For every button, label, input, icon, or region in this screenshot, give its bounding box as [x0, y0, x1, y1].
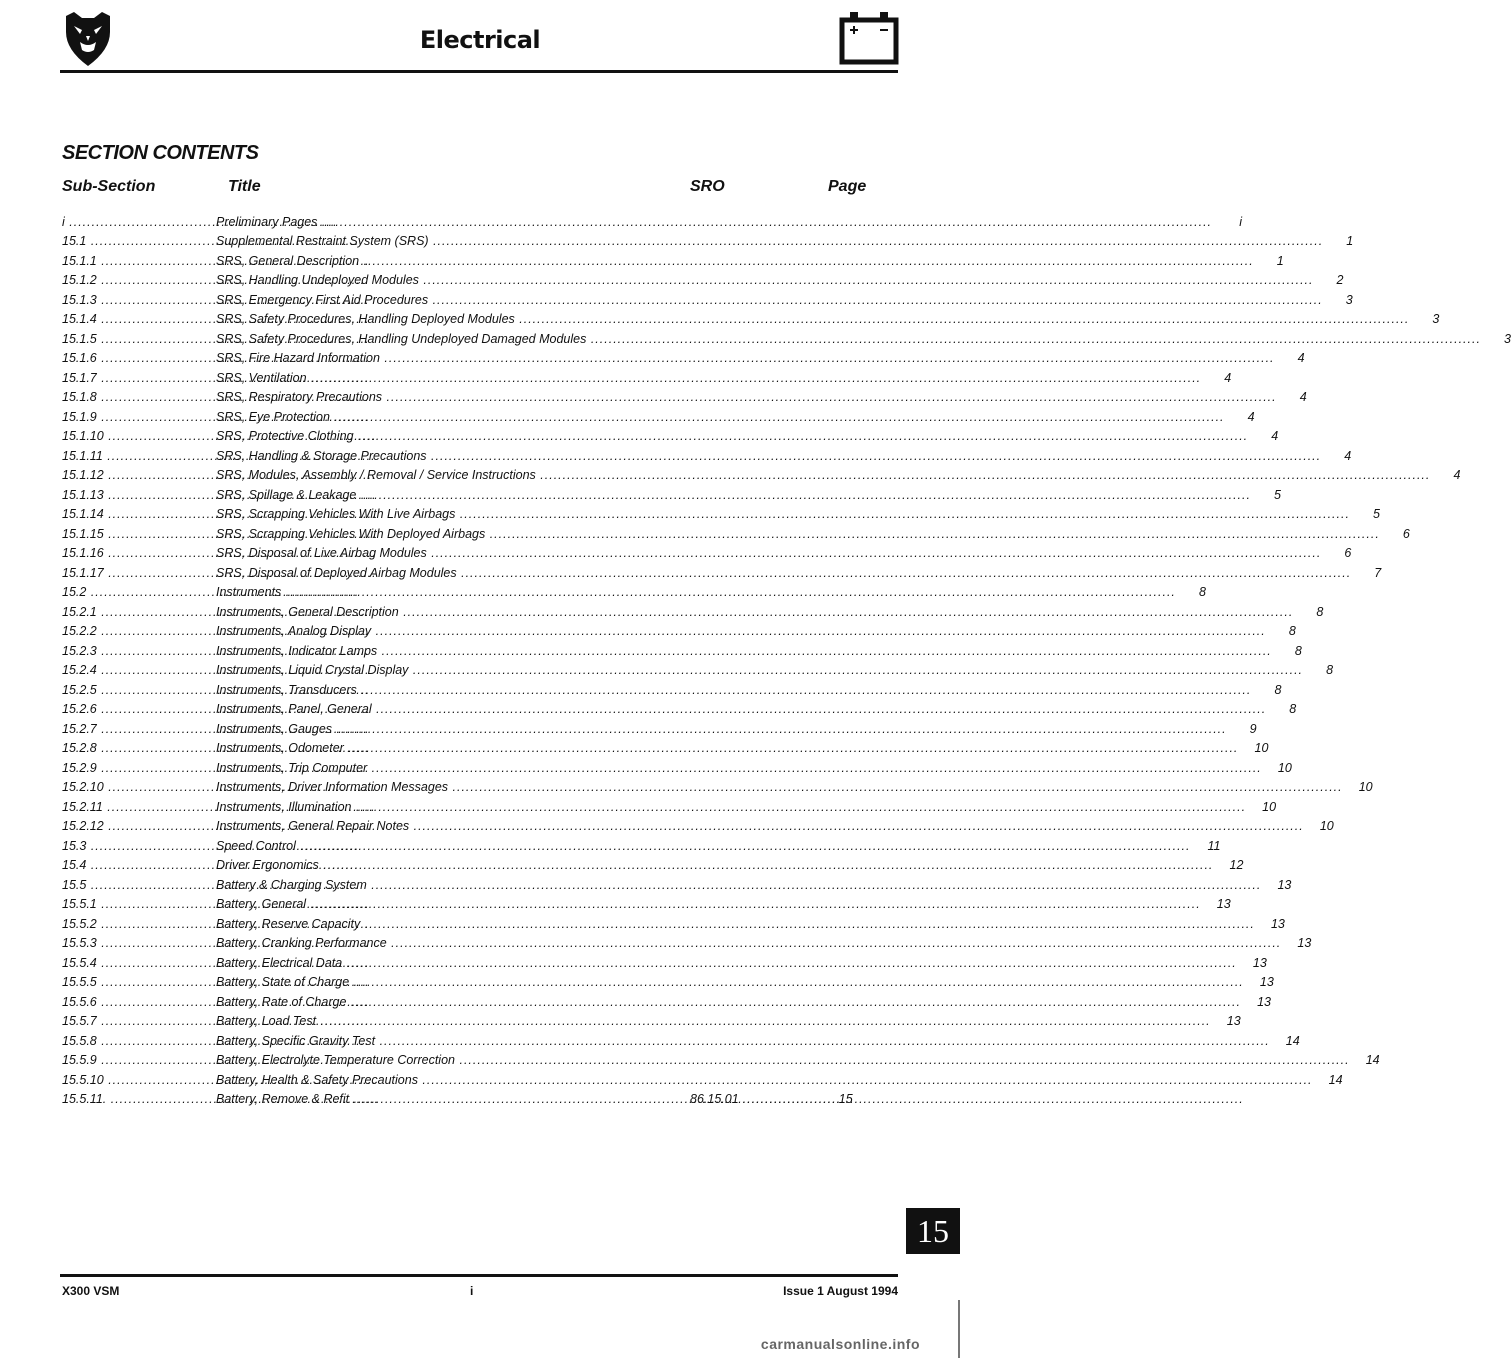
toc-sro: 86.15.01: [690, 1092, 739, 1107]
toc-page: 15: [838, 1092, 853, 1107]
toc-page: 4: [1297, 351, 1305, 366]
toc-title: Instruments, Illumination .....: [212, 800, 1246, 814]
toc-row: [62, 934, 1312, 954]
toc-page: 10: [1262, 799, 1277, 814]
toc-subsection: 15.1.9 .....: [62, 410, 212, 424]
toc-title: Instruments, General Description .....: [212, 605, 1293, 619]
toc-title: SRS, General Description .....: [212, 254, 1254, 268]
toc-title: SRS, Ventilation .....: [212, 371, 1201, 385]
toc-title: SRS, Emergency First Aid Procedures .....: [212, 293, 1323, 307]
toc-subsection: 15.2.2 .....: [62, 624, 212, 638]
toc-subsection: 15.5.8 .....: [62, 1034, 212, 1048]
toc-subsection: 15.2.6 .....: [62, 702, 212, 716]
toc-subsection: 15.5.6 .....: [62, 995, 212, 1009]
toc-row: [62, 836, 1221, 856]
toc-title: SRS, Disposal of Deployed Airbag Modules .....: [212, 566, 1351, 580]
toc-subsection: 15.5.4 .....: [62, 956, 212, 970]
toc-page: 4: [1299, 390, 1307, 405]
toc-subsection: 15.1.3 .....: [62, 293, 212, 307]
toc-title: Supplemental Restraint System (SRS) .....: [212, 234, 1323, 248]
toc-title: SRS, Scrapping Vehicles With Live Airbags .....: [212, 507, 1350, 521]
toc-subsection: 15.5.3 .....: [62, 936, 212, 950]
toc-row: [62, 992, 1271, 1012]
toc-subsection: 15.2.5 .....: [62, 683, 212, 697]
toc-row: [62, 1090, 862, 1110]
toc-row: [62, 485, 1281, 505]
toc-subsection: 15.1.1 .....: [62, 254, 212, 268]
toc-subsection: 15.4 .....: [62, 858, 212, 872]
toc-title: SRS, Safety Procedures, Handling Undeployed Damaged Modules .....: [212, 332, 1481, 346]
page-title: Electrical: [419, 26, 541, 54]
toc-title: SRS, Handling Undeployed Modules .....: [212, 273, 1314, 287]
toc-row: [62, 680, 1282, 700]
toc-subsection: 15.2.3 .....: [62, 644, 212, 658]
toc-row: [62, 758, 1292, 778]
toc-subsection: 15.2.10 .....: [62, 780, 212, 794]
toc-row: [62, 875, 1292, 895]
toc-row: [62, 329, 1511, 349]
toc-page: 3: [1504, 331, 1511, 346]
toc-page: 10: [1358, 780, 1373, 795]
toc-subsection: 15.5.5 .....: [62, 975, 212, 989]
toc-title: SRS, Disposal of Live Airbag Modules .....: [212, 546, 1321, 560]
toc-page: 2: [1336, 273, 1344, 288]
toc-page: 13: [1226, 1014, 1241, 1029]
toc-subsection: 15.1.16 .....: [62, 546, 212, 560]
footer-divider: [60, 1274, 898, 1277]
toc-subsection: 15.1.4 .....: [62, 312, 212, 326]
toc-subsection: 15.1.12 .....: [62, 468, 212, 482]
toc-title: Instruments, Analog Display .....: [212, 624, 1266, 638]
toc-subsection: 15.5.1 .....: [62, 897, 212, 911]
toc-title: SRS, Modules, Assembly / Removal / Service Instructions .....: [212, 468, 1430, 482]
column-header-subsection: Sub-Section: [62, 178, 156, 195]
toc-title: Instruments, Transducers .....: [212, 683, 1251, 697]
toc-title: Driver Ergonomics .....: [212, 858, 1213, 872]
toc-title: SRS, Spillage & Leakage .....: [212, 488, 1251, 502]
toc-title: Battery, Electrolyte Temperature Correction .....: [212, 1053, 1350, 1067]
toc-title: Instruments, Driver Information Messages .....: [212, 780, 1343, 794]
toc-title: Instruments, Odometer .....: [212, 741, 1238, 755]
toc-subsection: 15.2 .....: [62, 585, 212, 599]
toc-title: Instruments, Gauges .....: [212, 722, 1227, 736]
toc-subsection: 15.5.7 .....: [62, 1014, 212, 1028]
toc-row: [62, 895, 1231, 915]
column-header-title: Title: [228, 178, 261, 195]
toc-subsection: 15.1.6 .....: [62, 351, 212, 365]
toc-page: 8: [1316, 604, 1324, 619]
toc-subsection: 15.2.9 .....: [62, 761, 212, 775]
toc-page: 14: [1365, 1053, 1380, 1068]
table-of-contents: [62, 212, 1511, 1109]
toc-subsection: 15.2.4 .....: [62, 663, 212, 677]
toc-title: Battery, Reserve Capacity .....: [212, 917, 1255, 931]
toc-row: [62, 427, 1279, 447]
toc-title: Battery, Cranking Performance .....: [212, 936, 1281, 950]
toc-row: [62, 524, 1410, 544]
toc-page: 4: [1247, 409, 1255, 424]
toc-page: 8: [1274, 682, 1282, 697]
toc-page: 5: [1373, 507, 1380, 522]
toc-page: 13: [1297, 936, 1312, 951]
toc-page: 8: [1326, 663, 1334, 678]
toc-page: 4: [1344, 448, 1352, 463]
toc-row: [62, 739, 1269, 759]
toc-page: 14: [1328, 1072, 1343, 1087]
toc-row: [62, 661, 1334, 681]
toc-title: Instruments, Trip Computer .....: [212, 761, 1262, 775]
toc-subsection: 15.2.11 .....: [62, 800, 212, 814]
toc-page: 8: [1198, 585, 1206, 600]
toc-subsection: 15.2.7 .....: [62, 722, 212, 736]
toc-title: Instruments .....: [212, 585, 1176, 599]
toc-title: Instruments, General Repair Notes .....: [212, 819, 1304, 833]
toc-title: SRS, Scrapping Vehicles With Deployed Airbags .....: [212, 527, 1380, 541]
toc-page: 4: [1224, 370, 1232, 385]
toc-title: Instruments, Indicator Lamps .....: [212, 644, 1272, 658]
toc-subsection: 15.1.2 .....: [62, 273, 212, 287]
toc-row: [62, 817, 1334, 837]
toc-page: 10: [1319, 819, 1334, 834]
toc-row: [62, 407, 1255, 427]
toc-subsection: 15.1.13 .....: [62, 488, 212, 502]
toc-subsection: 15.1.17 .....: [62, 566, 212, 580]
toc-row: [62, 388, 1307, 408]
toc-subsection: 15.1.11 .....: [62, 449, 212, 463]
toc-row: [62, 1051, 1380, 1071]
toc-subsection: 15.2.1 .....: [62, 605, 212, 619]
toc-page: 12: [1229, 858, 1244, 873]
toc-page: 13: [1216, 897, 1231, 912]
toc-row: [62, 973, 1274, 993]
toc-page: 8: [1289, 702, 1297, 717]
column-header-sro: SRO: [690, 178, 725, 195]
toc-subsection: 15.3 .....: [62, 839, 212, 853]
toc-page: 13: [1252, 955, 1267, 970]
toc-subsection: 15.1.10 .....: [62, 429, 212, 443]
toc-page: 9: [1249, 721, 1257, 736]
toc-subsection: 15.1.8 .....: [62, 390, 212, 404]
toc-page: 3: [1345, 292, 1353, 307]
toc-page: 5: [1274, 487, 1281, 502]
toc-page: 13: [1257, 994, 1271, 1009]
section-heading: SECTION CONTENTS: [62, 142, 259, 164]
toc-subsection: 15.5 .....: [62, 878, 212, 892]
toc-page: 1: [1276, 253, 1284, 268]
toc-page: 8: [1288, 624, 1296, 639]
toc-row: [62, 232, 1354, 252]
toc-title: Battery, State of Charge .....: [212, 975, 1244, 989]
toc-page: 13: [1277, 877, 1292, 892]
toc-page: 4: [1271, 429, 1279, 444]
toc-title: SRS, Respiratory Precautions .....: [212, 390, 1277, 404]
toc-title: SRS, Eye Protection .....: [212, 410, 1225, 424]
toc-page: 3: [1432, 312, 1440, 327]
toc-title: Preliminary Pages .....: [212, 215, 1212, 229]
toc-page: 6: [1402, 526, 1410, 541]
toc-title: Speed Control .....: [212, 839, 1191, 853]
toc-title: Instruments, Liquid Crystal Display .....: [212, 663, 1303, 677]
footer-issue-date: Issue 1 August 1994: [783, 1284, 898, 1298]
toc-title: Battery, Rate of Charge .....: [212, 995, 1241, 1009]
toc-title: Battery, Specific Gravity Test .....: [212, 1034, 1270, 1048]
toc-row: [62, 290, 1353, 310]
toc-row: [62, 914, 1285, 934]
toc-row: [62, 446, 1352, 466]
toc-title: Battery, Health & Safety Precautions .....: [212, 1073, 1313, 1087]
toc-page: 10: [1254, 741, 1269, 756]
toc-row: [62, 719, 1257, 739]
toc-row: [62, 641, 1302, 661]
toc-title: SRS, Protective Clothing .....: [212, 429, 1248, 443]
toc-row: [62, 700, 1297, 720]
toc-row: [62, 271, 1344, 291]
toc-page: 4: [1453, 468, 1461, 483]
toc-subsection: 15.1.5 .....: [62, 332, 212, 346]
toc-subsection: 15.5.11. .....: [62, 1092, 212, 1106]
toc-row: [62, 953, 1267, 973]
toc-row: [62, 778, 1373, 798]
footer-page-number: i: [470, 1284, 474, 1298]
toc-subsection: 15.5.2 .....: [62, 917, 212, 931]
toc-subsection: 15.5.10 .....: [62, 1073, 212, 1087]
toc-row: [62, 563, 1382, 583]
toc-row: [62, 602, 1324, 622]
toc-row: [62, 505, 1380, 525]
toc-row: [62, 797, 1277, 817]
toc-page: 6: [1344, 546, 1352, 561]
watermark: carmanualsonline.info: [760, 1336, 920, 1352]
toc-subsection: 15.1.15 .....: [62, 527, 212, 541]
toc-row: [62, 251, 1284, 271]
toc-row: [62, 622, 1296, 642]
toc-page: 10: [1277, 760, 1292, 775]
toc-page: 11: [1207, 838, 1221, 853]
toc-row: [62, 544, 1352, 564]
toc-subsection: 15.1.7 .....: [62, 371, 212, 385]
toc-title: Battery, Remove & Refit .....: [212, 1092, 686, 1106]
toc-row: [62, 212, 1243, 232]
footer-manual-code: X300 VSM: [62, 1284, 120, 1298]
toc-row: [62, 856, 1244, 876]
toc-title: SRS, Fire Hazard Information .....: [212, 351, 1275, 365]
toc-title: SRS, Handling & Storage Precautions .....: [212, 449, 1321, 463]
toc-subsection: 15.1.14 .....: [62, 507, 212, 521]
toc-row: [62, 1031, 1300, 1051]
toc-page: 1: [1346, 234, 1354, 249]
section-number-tab: 15: [906, 1208, 960, 1254]
toc-subsection: 15.2.8 .....: [62, 741, 212, 755]
toc-subsection: 15.2.12 .....: [62, 819, 212, 833]
column-header-page: Page: [828, 178, 867, 195]
toc-subsection: 15.1 .....: [62, 234, 212, 248]
toc-page: 8: [1294, 643, 1302, 658]
toc-row: [62, 368, 1232, 388]
toc-title: Battery, Load Test .....: [212, 1014, 1211, 1028]
header-divider: [60, 70, 898, 73]
toc-page: 13: [1270, 916, 1285, 931]
battery-icon: [838, 8, 900, 66]
toc-title: Battery, Electrical Data .....: [212, 956, 1237, 970]
toc-leader: ......................: [742, 1092, 842, 1107]
toc-row: [62, 349, 1305, 369]
toc-row: [62, 310, 1440, 330]
toc-title: SRS, Safety Procedures, Handling Deployed Modules .....: [212, 312, 1409, 326]
toc-page: 7: [1374, 565, 1382, 580]
page-edge-mark: [958, 1300, 960, 1358]
toc-subsection: 15.5.9 .....: [62, 1053, 212, 1067]
toc-subsection: i .....: [62, 215, 212, 229]
toc-row: [62, 1070, 1343, 1090]
toc-page: i: [1239, 214, 1243, 229]
toc-row: [62, 1012, 1241, 1032]
toc-title: Battery, General .....: [212, 897, 1201, 911]
toc-title: Battery & Charging System .....: [212, 878, 1261, 892]
toc-title: Instruments, Panel, General .....: [212, 702, 1266, 716]
toc-row: [62, 466, 1461, 486]
toc-page: 13: [1259, 975, 1274, 990]
toc-page: 14: [1285, 1033, 1300, 1048]
toc-row: [62, 583, 1206, 603]
